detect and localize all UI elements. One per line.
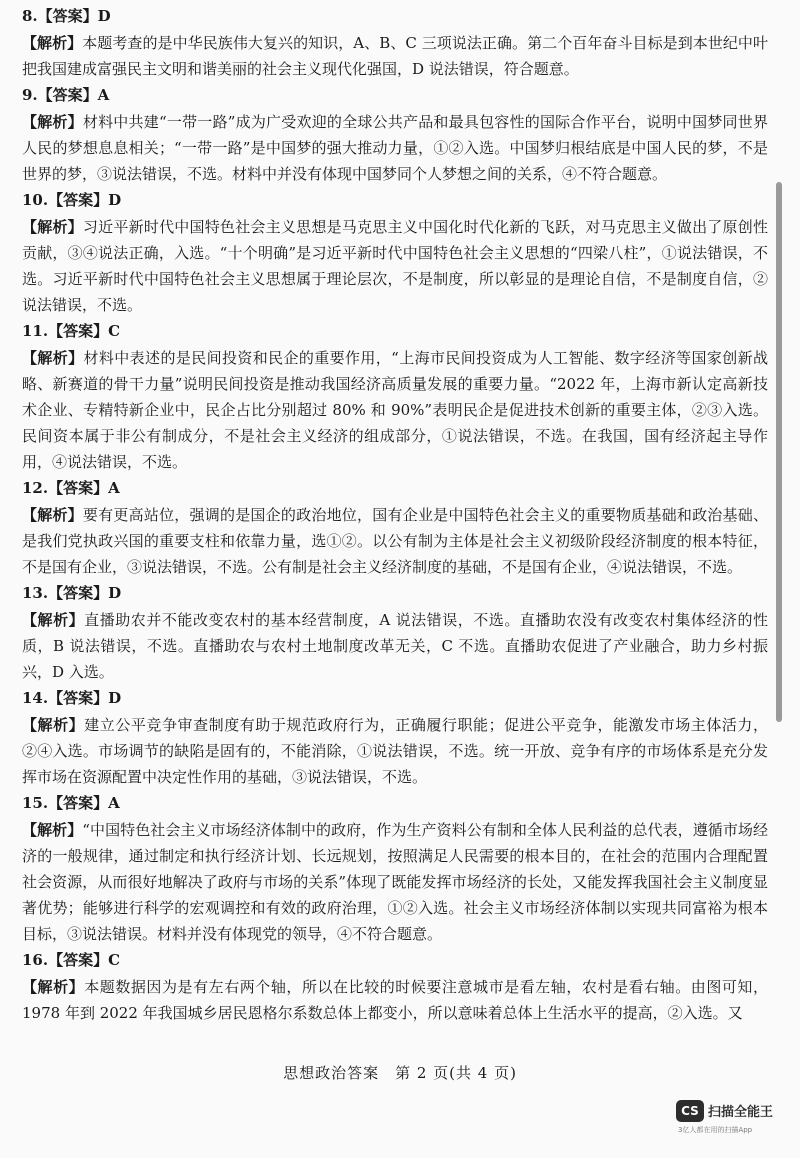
analysis-16	[22, 974, 768, 1026]
analysis-8	[22, 30, 768, 82]
analysis-tag: 【解析】	[22, 611, 85, 629]
scanner-watermark	[676, 1098, 796, 1138]
analysis-text: 材料中表述的是民间投资和民企的重要作用，“上海市民间投资成为人工智能、数字经济等国家创新战略、新赛道的骨干力量”说明民间投资是推动我国经济高质量发展的重要力量。“2022 年，上海市新认定高新技术企业、专精特新企业中，民企占比分别超过 80% 和 90%”表明民企是促进技术创新的重要主体，②③入选。民间资本属于非公有制成分，不是社会主义经济的组成部分，①说法错误，不选。在我国，国有经济起主导作用，④说法错误，不选。	[22, 349, 768, 471]
analysis-tag: 【解析】	[22, 978, 85, 996]
analysis-text: 本题数据因为是有左右两个轴，所以在比较的时候要注意城市是看左轴，农村是看右轴。由图可知，1978 年到 2022 年我国城乡居民恩格尔系数总体上都变小，所以意味着总体上生活水平的提高，②入选。又	[22, 978, 768, 1022]
answer-content	[22, 4, 768, 1027]
answer-9: 9.【答案】A	[22, 86, 110, 104]
analysis-11	[22, 345, 768, 475]
answer-8: 8.【答案】D	[22, 7, 111, 25]
analysis-9	[22, 109, 768, 187]
analysis-tag: 【解析】	[22, 821, 83, 839]
analysis-text: 要有更高站位，强调的是国企的政治地位，国有企业是中国特色社会主义的重要物质基础和政治基础、是我们党执政兴国的重要支柱和依靠力量，选①②。以公有制为主体是社会主义初级阶段经济制度的根本特征，不是国有企业，③说法错误，不选。公有制是社会主义经济制度的基础，不是国有企业，④说法错误，不选。	[22, 506, 768, 576]
answer-13: 13.【答案】D	[22, 584, 122, 602]
analysis-13	[22, 607, 768, 685]
scrollbar[interactable]	[776, 182, 782, 722]
answer-16: 16.【答案】C	[22, 951, 121, 969]
analysis-text: 材料中共建“一带一路”成为广受欢迎的全球公共产品和最具包容性的国际合作平台，说明中国梦同世界人民的梦想息息相关；“一带一路”是中国梦的强大推动力量，①②入选。中国梦归根结底是中国人民的梦，不是世界的梦，③说法错误，不选。材料中并没有体现中国梦同个人梦想之间的关系，④不符合题意。	[22, 113, 768, 183]
answer-14: 14.【答案】D	[22, 689, 122, 707]
analysis-tag: 【解析】	[22, 218, 83, 236]
analysis-text: 本题考查的是中华民族伟大复兴的知识，A、B、C 三项说法正确。第二个百年奋斗目标是到本世纪中叶把我国建成富强民主文明和谐美丽的社会主义现代化强国，D 说法错误，符合题意。	[22, 34, 768, 78]
answer-11: 11.【答案】C	[22, 322, 121, 340]
analysis-14	[22, 712, 768, 790]
answer-15: 15.【答案】A	[22, 794, 120, 812]
analysis-text: “中国特色社会主义市场经济体制中的政府，作为生产资料公有制和全体人民利益的总代表，遵循市场经济的一般规律，通过制定和执行经济计划、长远规划，按照满足人民需要的根本目的，在社会的范围内合理配置社会资源，从而很好地解决了政府与市场的关系”体现了既能发挥市场经济的长处，又能发挥我国社会主义制度显著优势；能够进行科学的宏观调控和有效的政府治理，①②入选。社会主义市场经济体制以实现共同富裕为根本目标，③说法错误。材料并没有体现党的领导，④不符合题意。	[22, 821, 768, 943]
analysis-15	[22, 817, 768, 947]
analysis-tag: 【解析】	[22, 34, 83, 52]
page-footer: 思想政治答案 第 2 页(共 4 页)	[283, 1064, 517, 1082]
analysis-12	[22, 502, 768, 580]
analysis-tag: 【解析】	[22, 716, 85, 734]
answer-10: 10.【答案】D	[22, 191, 122, 209]
analysis-tag: 【解析】	[22, 349, 84, 367]
analysis-10	[22, 214, 768, 318]
watermark-title: 扫描全能王	[708, 1105, 774, 1120]
answer-12: 12.【答案】A	[22, 479, 120, 497]
analysis-tag: 【解析】	[22, 113, 83, 131]
analysis-text: 直播助农并不能改变农村的基本经营制度，A 说法错误，不选。直播助农没有改变农村集体经济的性质，B 说法错误，不选。直播助农与农村土地制度改革无关，C 不选。直播助农促进了产业融合，助力乡村振兴，D 入选。	[22, 611, 768, 681]
analysis-text: 建立公平竞争审查制度有助于规范政府行为，正确履行职能；促进公平竞争，能激发市场主体活力，②④入选。市场调节的缺陷是固有的，不能消除，①说法错误，不选。统一开放、竞争有序的市场体系是充分发挥市场在资源配置中决定性作用的基础，③说法错误，不选。	[22, 716, 768, 786]
camscanner-logo-icon: CS	[676, 1100, 704, 1122]
analysis-text: 习近平新时代中国特色社会主义思想是马克思主义中国化时代化新的飞跃，对马克思主义做出了原创性贡献，③④说法正确，入选。“十个明确”是习近平新时代中国特色社会主义思想的“四梁八柱”，①说法错误，不选。习近平新时代中国特色社会主义思想属于理论层次，不是制度，所以彰显的是理论自信，不是制度自信，②说法错误，不选。	[22, 218, 768, 314]
watermark-subtitle: 3亿人都在用的扫描App	[678, 1126, 753, 1134]
analysis-tag: 【解析】	[22, 506, 83, 524]
